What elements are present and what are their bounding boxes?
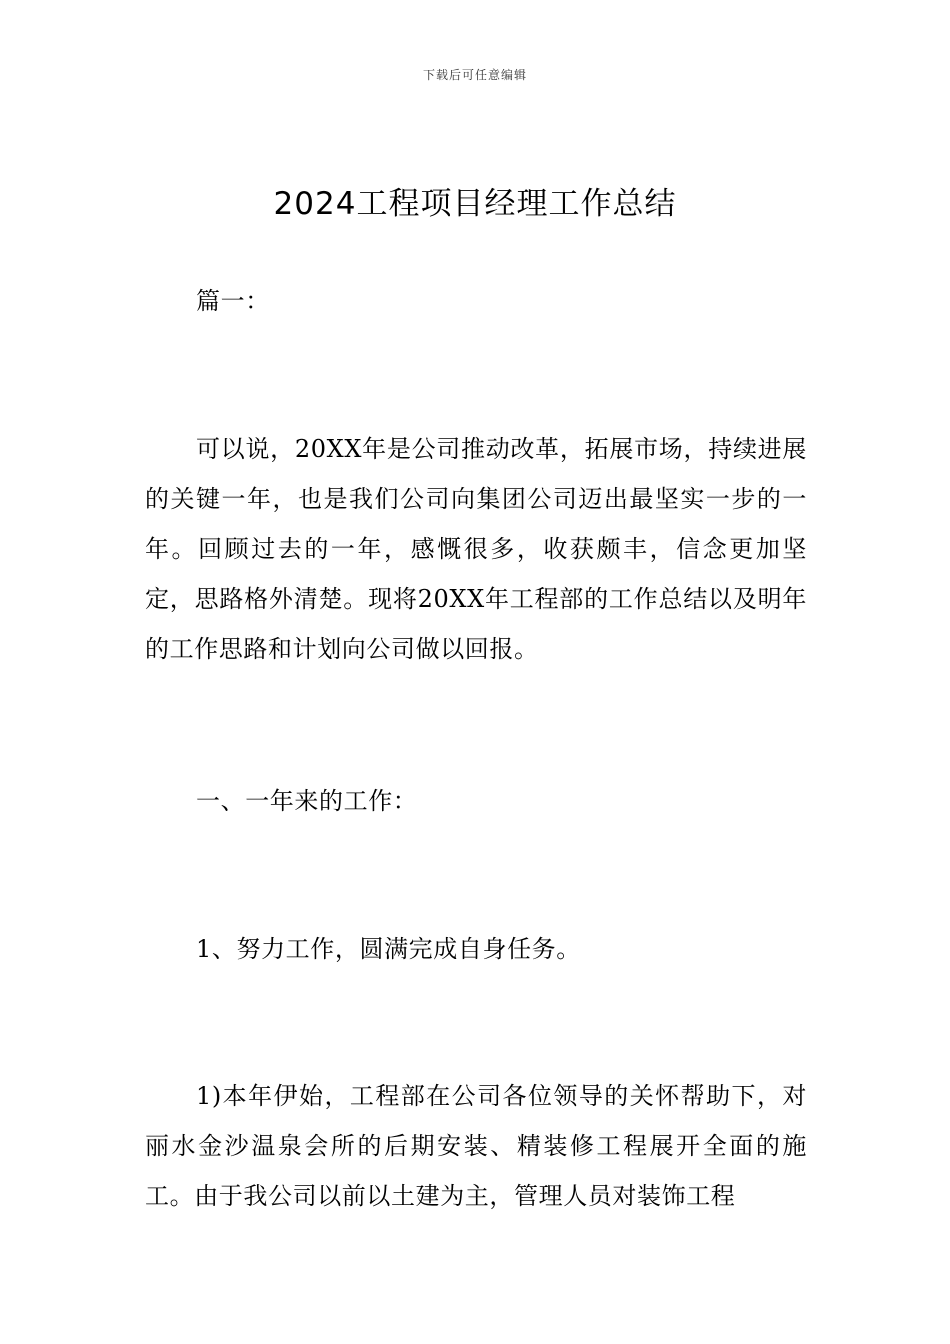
part-label: 篇一： — [196, 287, 270, 315]
item-1-paragraph: 1)本年伊始，工程部在公司各位领导的关怀帮助下，对丽水金沙温泉会所的后期安装、精装修工程展开全面的施工。由于我公司以前以土建为主，管理人员对装饰工程 — [145, 1082, 807, 1210]
section-1-heading: 一、一年来的工作： — [196, 787, 418, 815]
header-note: 下载后可任意编辑 — [422, 68, 527, 82]
subsection-1-heading: 1、努力工作，圆满完成自身任务。 — [196, 935, 581, 963]
document-title: 2024工程项目经理工作总结 — [273, 186, 677, 222]
intro-paragraph: 可以说，20XX年是公司推动改革，拓展市场，持续进展的关键一年，也是我们公司向集团公司迈出最坚实一步的一年。回顾过去的一年，感慨很多，收获颇丰，信念更加坚定，思路格外清楚。现将20XX年工程部的工作总结以及明年的工作思路和计划向公司做以回报。 — [145, 435, 807, 663]
